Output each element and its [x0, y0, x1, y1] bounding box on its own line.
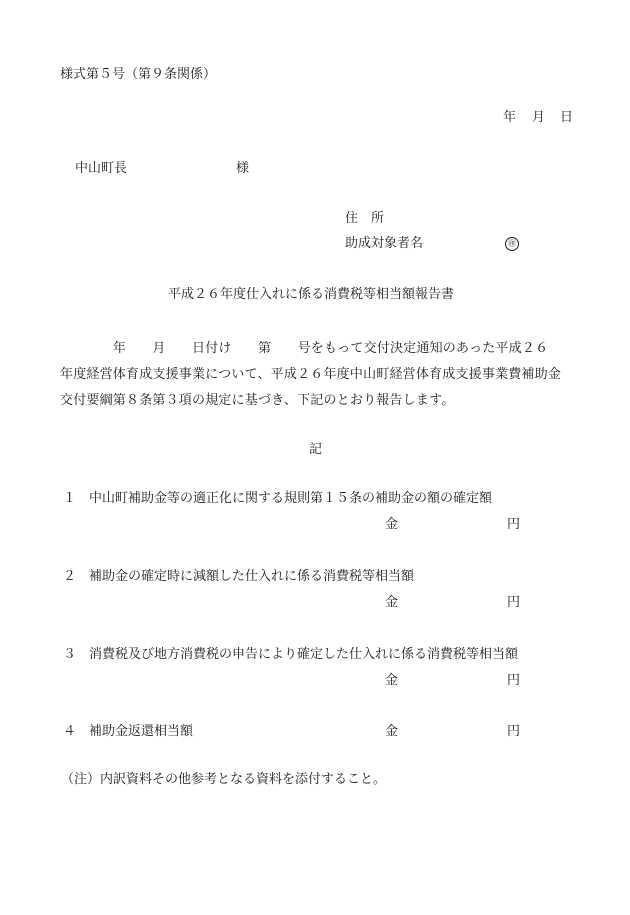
addressee-name: 中山町長: [75, 161, 128, 176]
date-day: 日: [560, 110, 574, 125]
item-en: 円: [507, 517, 521, 532]
seal-mark: [505, 235, 519, 253]
item-en: 円: [507, 673, 521, 688]
item-text: 補助金返還相当額: [89, 724, 194, 739]
item-number: ３: [63, 647, 77, 662]
item-text: 消費税及び地方消費税の申告により確定した仕入れに係る消費税等相当額: [89, 647, 519, 662]
body-paragraph: [60, 336, 582, 414]
item-number: ２: [63, 569, 77, 584]
item-number: ４: [63, 724, 77, 739]
seal-icon: ㊞: [505, 237, 519, 251]
item-kin: 金: [385, 517, 399, 532]
item-text: 補助金の確定時に減額した仕入れに係る消費税等相当額: [89, 569, 415, 584]
body-line-3: 交付要綱第８条第３項の規定に基づき、下記のとおり報告します。: [60, 393, 455, 408]
item-text: 中山町補助金等の適正化に関する規則第１５条の補助金の額の確定額: [89, 491, 493, 506]
date-month: 月: [532, 110, 546, 125]
item-number: １: [63, 491, 77, 506]
applicant-name-label: 助成対象者名: [345, 236, 424, 251]
item-en: 円: [507, 724, 521, 739]
note: （注）内訳資料その他参考となる資料を添付すること。: [61, 772, 387, 787]
applicant-address-label: 住 所: [345, 211, 385, 226]
date-year: 年: [503, 110, 517, 125]
item-kin: 金: [385, 724, 399, 739]
form-number: 様式第５号（第９条関係）: [60, 67, 217, 82]
ki-heading: 記: [309, 442, 323, 457]
body-line-1: 年 月 日付け 第 号をもって交付決定通知のあった平成２６: [60, 341, 549, 356]
item-en: 円: [507, 595, 521, 610]
item-kin: 金: [385, 595, 399, 610]
addressee-honorific: 様: [236, 161, 250, 176]
body-line-2: 年度経営体育成支援事業について、平成２６年度中山町経営体育成支援事業費補助金: [60, 367, 562, 382]
item-kin: 金: [385, 673, 399, 688]
document-title: 平成２６年度仕入れに係る消費税等相当額報告書: [168, 287, 455, 302]
